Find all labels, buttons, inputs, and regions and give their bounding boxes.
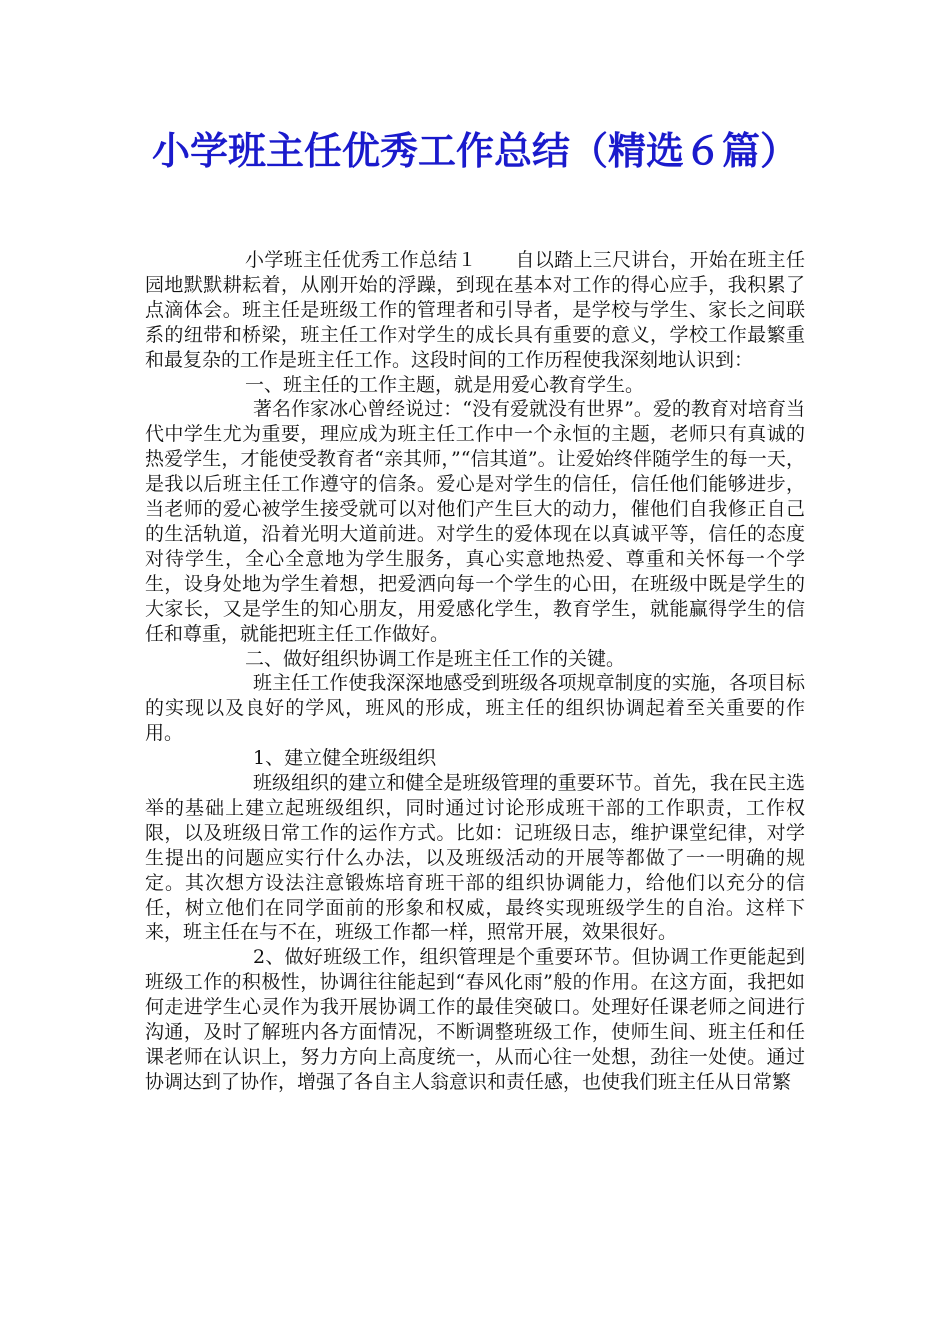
paragraph-love: 著名作家冰心曾经说过：“没有爱就没有世界”。爱的教育对培育当代中学生尤为重要，理应成为班主任工作中一个永恒的主题，老师只有真诚的热爱学生，才能使受教育者“亲其师，”“信其道”。让爱始终伴随学生的每一天，是我以后班主任工作遵守的信条。爱心是对学生的信任，信任他们能够进步，当老师的爱心被学生接受就可以对他们产生巨大的动力，催他们自我修正自己的生活轨道，沿着光明大道前进。对学生的爱体现在以真诚平等，信任的态度对待学生，全心全意地为学生服务，真心实意地热爱、尊重和关怀每一个学生，设身处地为学生着想，把爱洒向每一个学生的心田，在班级中既是学生的大家长，又是学生的知心朋友，用爱感化学生，教育学生，就能赢得学生的信任和尊重，就能把班主任工作做好。: [145, 398, 805, 645]
document-title: 小学班主任优秀工作总结（精选６篇）: [151, 128, 798, 173]
subheading-1: 1、建立健全班级组织: [253, 747, 437, 770]
document-body: [145, 248, 805, 1095]
paragraph-class-organization: 班级组织的建立和健全是班级管理的重要环节。首先，我在民主选举的基础上建立起班级组织，同时通过讨论形成班干部的工作职责，工作权限，以及班级日常工作的运作方式。比如：记班级日志，维护课堂纪律，对学生提出的问题应实行什么办法，以及班级活动的开展等都做了一一明确的规定。其次想方设法注意锻炼培育班干部的组织协调能力，给他们以充分的信任，树立他们在同学面前的形象和权威，最终实现班级学生的自治。这样下来，班主任在与不在，班级工作都一样，照常开展，效果很好。: [145, 772, 805, 944]
section-heading-2: 二、做好组织协调工作是班主任工作的关键。: [245, 647, 626, 670]
paragraph-organization: 班主任工作使我深深地感受到班级各项规章制度的实施，各项目标的实现以及良好的学风，班风的形成，班主任的组织协调起着至关重要的作用。: [145, 672, 805, 745]
section-heading-1: 一、班主任的工作主题，就是用爱心教育学生。: [245, 373, 645, 396]
paragraph-coordination: 2、做好班级工作，组织管理是个重要环节。但协调工作更能起到班级工作的积极性，协调往往能起到“春风化雨”般的作用。在这方面，我把如何走进学生心灵作为我开展协调工作的最佳突破口。处理好任课老师之间进行沟通，及时了解班内各方面情况，不断调整班级工作，使师生间、班主任和任课老师在认识上，努力方向上高度统一，从而心往一处想，劲往一处使。通过协调达到了协作，增强了各自主人翁意识和责任感，也使我们班主任从日常繁: [145, 946, 805, 1093]
paragraph-intro: 小学班主任优秀工作总结１ 自以踏上三尺讲台，开始在班主任园地默默耕耘着，从刚开始的浮躁，到现在基本对工作的得心应手，我积累了点滴体会。班主任是班级工作的管理者和引导者，是学校与学生、家长之间联系的纽带和桥梁，班主任工作对学生的成长具有重要的意义，学校工作最繁重和最复杂的工作是班主任工作。这段时间的工作历程使我深刻地认识到：: [145, 249, 805, 371]
